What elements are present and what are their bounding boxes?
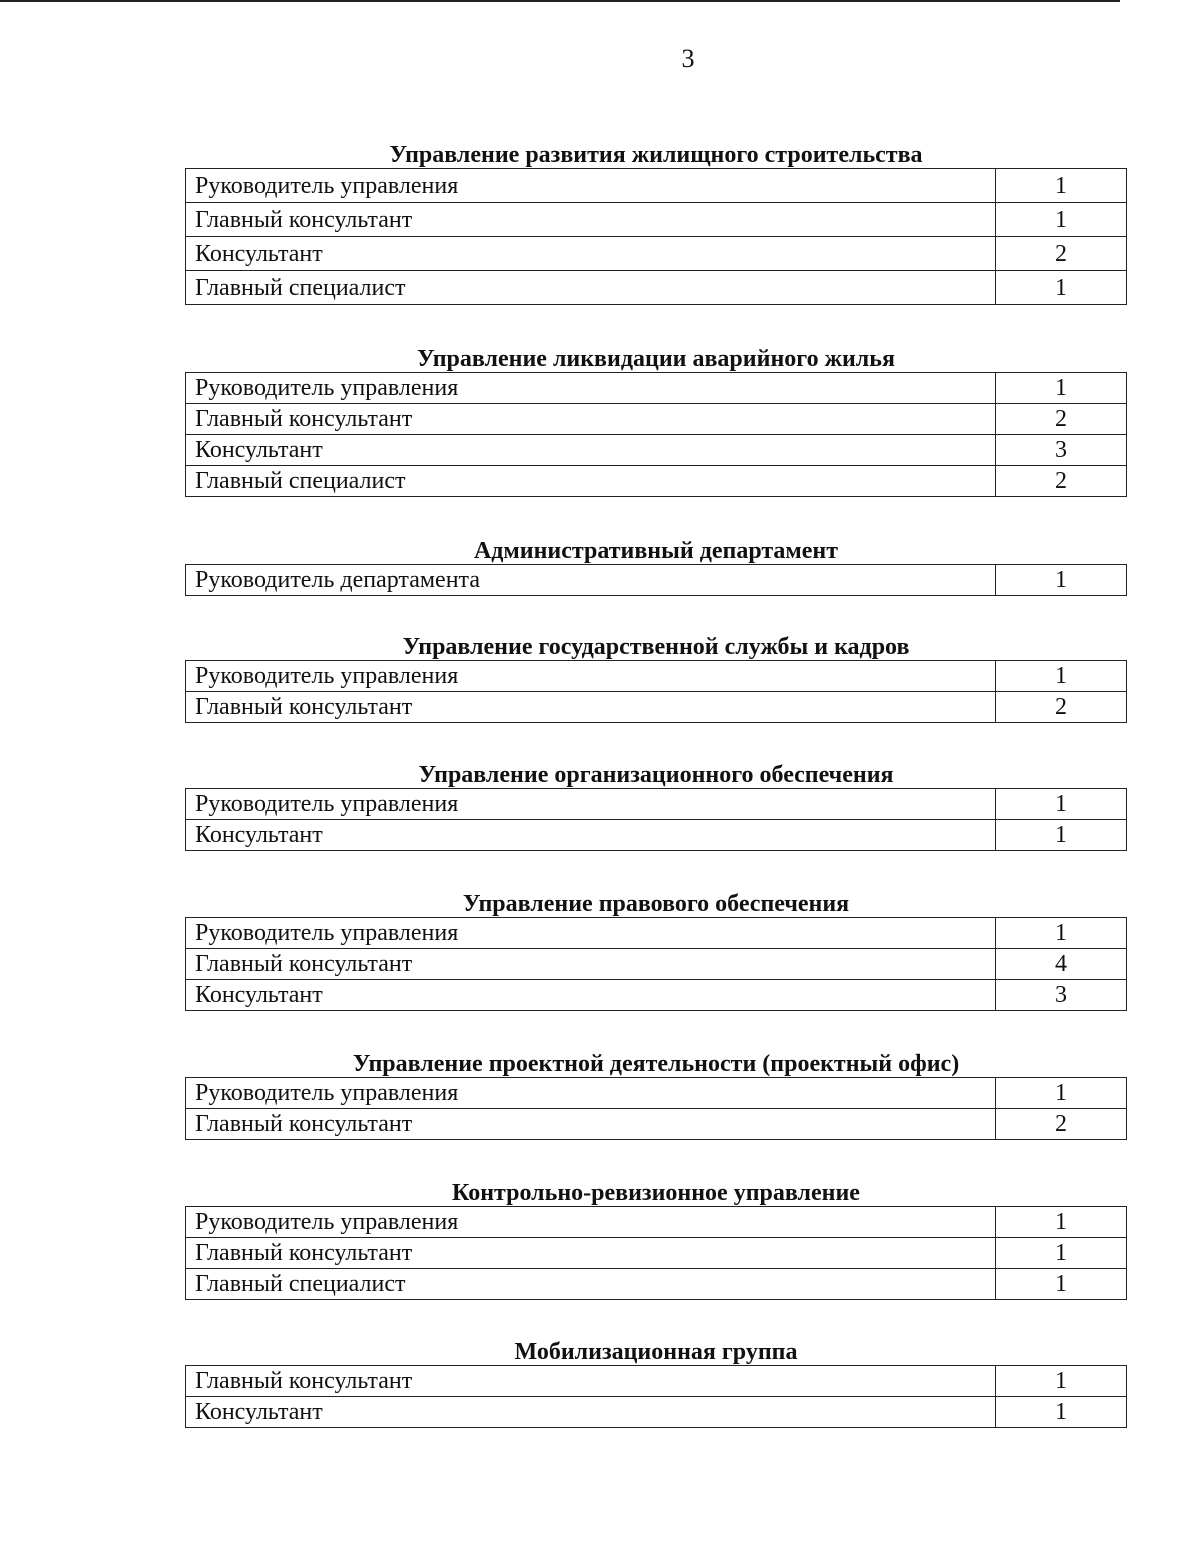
section-administrative-department <box>185 538 1127 596</box>
count-cell: 1 <box>996 918 1127 949</box>
table-row <box>186 169 1127 203</box>
position-cell: Главный консультант <box>186 1366 996 1397</box>
position-cell: Руководитель управления <box>186 1078 996 1109</box>
position-cell: Главный специалист <box>186 466 996 497</box>
table-row <box>186 203 1127 237</box>
count-cell: 3 <box>996 980 1127 1011</box>
section-housing-construction <box>185 142 1127 305</box>
section-title: Управление правового обеспечения <box>462 891 850 917</box>
section-title: Управление государственной службы и кадров <box>402 634 910 660</box>
staff-table <box>185 372 1127 497</box>
section-legal-support <box>185 891 1127 1011</box>
position-cell: Руководитель управления <box>186 1207 996 1238</box>
position-cell: Консультант <box>186 820 996 851</box>
table-row <box>186 466 1127 497</box>
count-cell: 1 <box>996 1397 1127 1428</box>
count-cell: 1 <box>996 271 1127 305</box>
count-cell: 2 <box>996 237 1127 271</box>
section-title: Контрольно-ревизионное управление <box>452 1180 860 1206</box>
section-title: Управление ликвидации аварийного жилья <box>417 346 895 372</box>
table-row <box>186 1078 1127 1109</box>
table-row <box>186 1366 1127 1397</box>
position-cell: Главный консультант <box>186 1238 996 1269</box>
position-cell: Руководитель управления <box>186 918 996 949</box>
section-title: Управление организационного обеспечения <box>418 762 894 788</box>
position-cell: Главный специалист <box>186 1269 996 1300</box>
section-civil-service-personnel <box>185 634 1127 723</box>
position-cell: Консультант <box>186 1397 996 1428</box>
staff-table <box>185 788 1127 851</box>
table-row <box>186 1109 1127 1140</box>
page-number: 3 <box>681 44 695 73</box>
position-cell: Руководитель управления <box>186 169 996 203</box>
position-cell: Руководитель управления <box>186 373 996 404</box>
table-row <box>186 1397 1127 1428</box>
position-cell: Консультант <box>186 435 996 466</box>
table-row <box>186 404 1127 435</box>
position-cell: Главный консультант <box>186 692 996 723</box>
position-cell: Руководитель управления <box>186 789 996 820</box>
table-row <box>186 789 1127 820</box>
count-cell: 1 <box>996 1366 1127 1397</box>
section-title: Административный департамент <box>473 538 839 564</box>
table-row <box>186 373 1127 404</box>
count-cell: 1 <box>996 373 1127 404</box>
section-project-office <box>185 1051 1127 1140</box>
staff-table <box>185 564 1127 596</box>
section-emergency-housing <box>185 346 1127 497</box>
table-row <box>186 980 1127 1011</box>
position-cell: Главный консультант <box>186 404 996 435</box>
table-row <box>186 1207 1127 1238</box>
count-cell: 2 <box>996 692 1127 723</box>
table-row <box>186 820 1127 851</box>
count-cell: 1 <box>996 203 1127 237</box>
staff-table <box>185 660 1127 723</box>
section-audit-control <box>185 1180 1127 1300</box>
count-cell: 2 <box>996 404 1127 435</box>
position-cell: Главный консультант <box>186 949 996 980</box>
table-row <box>186 918 1127 949</box>
section-mobilization-group <box>185 1339 1127 1428</box>
count-cell: 2 <box>996 466 1127 497</box>
table-row <box>186 1269 1127 1300</box>
staff-table <box>185 1206 1127 1300</box>
count-cell: 1 <box>996 820 1127 851</box>
count-cell: 1 <box>996 1269 1127 1300</box>
count-cell: 1 <box>996 661 1127 692</box>
count-cell: 2 <box>996 1109 1127 1140</box>
table-row <box>186 692 1127 723</box>
section-title: Управление развития жилищного строительства <box>389 142 923 168</box>
section-organizational-support <box>185 762 1127 851</box>
table-row <box>186 435 1127 466</box>
position-cell: Главный консультант <box>186 1109 996 1140</box>
table-row <box>186 661 1127 692</box>
position-cell: Консультант <box>186 237 996 271</box>
position-cell: Руководитель управления <box>186 661 996 692</box>
position-cell: Главный консультант <box>186 203 996 237</box>
count-cell: 1 <box>996 169 1127 203</box>
count-cell: 1 <box>996 789 1127 820</box>
table-row <box>186 949 1127 980</box>
staff-table <box>185 168 1127 305</box>
staff-table <box>185 1365 1127 1428</box>
table-row <box>186 565 1127 596</box>
table-row <box>186 237 1127 271</box>
count-cell: 4 <box>996 949 1127 980</box>
section-title: Управление проектной деятельности (проектный офис) <box>352 1051 960 1077</box>
count-cell: 1 <box>996 1238 1127 1269</box>
staff-table <box>185 1077 1127 1140</box>
staff-table <box>185 917 1127 1011</box>
top-rule <box>0 0 1120 2</box>
count-cell: 3 <box>996 435 1127 466</box>
count-cell: 1 <box>996 1078 1127 1109</box>
table-row <box>186 271 1127 305</box>
table-row <box>186 1238 1127 1269</box>
count-cell: 1 <box>996 1207 1127 1238</box>
count-cell: 1 <box>996 565 1127 596</box>
section-title: Мобилизационная группа <box>514 1339 798 1365</box>
position-cell: Консультант <box>186 980 996 1011</box>
position-cell: Руководитель департамента <box>186 565 996 596</box>
position-cell: Главный специалист <box>186 271 996 305</box>
